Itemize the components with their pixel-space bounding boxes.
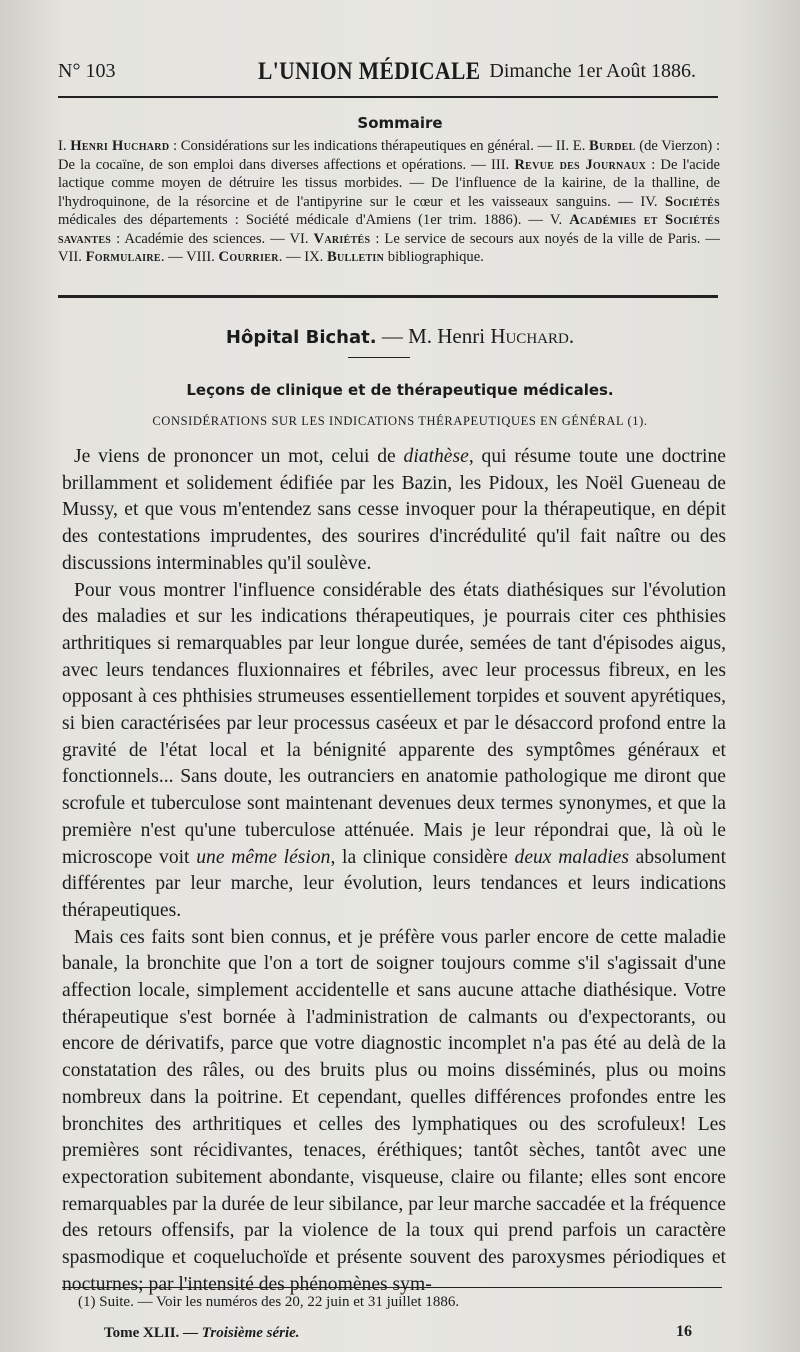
journal-title: L'UNION MÉDICALE: [258, 58, 481, 85]
sommaire-rule: [58, 295, 718, 298]
header-rule: [58, 96, 718, 98]
lecturer-name: Huchard.: [490, 324, 575, 348]
toc-text: : Le service de secours aux noyés de la ville de Paris. —: [370, 230, 720, 247]
paragraph: [62, 578, 726, 925]
text-run: , la clinique considère: [330, 846, 515, 868]
toc-section: Académies et Sociétés savantes: [58, 212, 721, 247]
toc-num: IX.: [304, 249, 324, 265]
toc-section: Bulletin: [326, 249, 385, 265]
toc-num: III.: [491, 156, 510, 173]
toc-num: VI.: [289, 230, 309, 247]
volume-label: Tome XLII. —: [104, 1325, 202, 1341]
toc-num: V.: [549, 212, 563, 228]
paragraph: [62, 444, 726, 578]
toc-num: VII.: [58, 249, 82, 265]
series-label: Troisième série.: [201, 1325, 300, 1341]
toc-section: Sociétés: [665, 193, 720, 210]
toc-text: : Considérations sur les indications thérapeutiques en général. — II. E.: [169, 138, 590, 154]
text-run: Pour vous montrer l'influence considérable des états diathésiques sur l'évolution des maladies et sur les indications thérapeutiques, je pourrais citer ces phthisies arthritiques si remarquables par leur longue durée, semées de tant d'épisodes aigus, avec leurs tendances fluxionnaires et fébriles, avec leur processus fibreux, en les opposant à ces phthisies strumeuses essentiellement torpides et souvent apyrétiques, si bien caractérisées par leur processus caséeux et par le désaccord profond entre la gravité de l'état local et la bénignité apparente des symptômes généraux et fonctionnels... Sans doute, les outranciers en anatomie pathologique me diront que scrofule et tuberculose sont maintenant devenues deux termes synonymes, et que la première n'est qu'une tuberculose atténuée. Mais je leur répondrai que, là où le microscope voit: [62, 579, 726, 868]
toc-text: (de Vierzon) : De la cocaïne, de son emploi dans diverses affections et opérations. —: [58, 138, 721, 173]
text-run: absolument différentes par leur marche, leur évolution, leurs tendances et leurs indications thérapeutiques.: [62, 846, 727, 921]
italic-term: diathèse: [403, 446, 469, 467]
text-run: , qui résume toute une doctrine brillamment et solidement édifiée par les Bazin, les Pidoux, les Noël Gueneau de Mussy, et que vous m'entendez sans cesse invoquer pour la thérapeutique, en dépit des contestations imprudentes, des sourires d'incrédulité qu'il fait naître ou des discussions interminables qu'il soulève.: [62, 446, 726, 574]
toc-num: VIII.: [186, 249, 215, 265]
sommaire-heading: Sommaire: [357, 114, 443, 132]
lecture-subtitle: CONSIDÉRATIONS SUR LES INDICATIONS THÉRAPEUTIQUES EN GÉNÉRAL (1).: [152, 414, 648, 428]
toc-author: Henri Huchard: [70, 138, 170, 154]
sommaire-contents: [58, 137, 720, 267]
toc-text: . —: [160, 249, 187, 265]
issue-date: Dimanche 1er Août 1886.: [489, 60, 696, 82]
italic-term: une même lésion: [196, 846, 331, 868]
signature-number: 16: [676, 1323, 692, 1340]
toc-text: . —: [278, 249, 305, 265]
text-run: Je viens de prononcer un mot, celui de: [74, 446, 404, 467]
volume-line: [104, 1325, 300, 1342]
toc-num: IV.: [640, 193, 658, 210]
toc-section: Revue des Journaux: [514, 156, 647, 173]
footnote: (1) Suite. — Voir les numéros des 20, 22 juin et 31 juillet 1886.: [78, 1294, 460, 1310]
toc-author: Burdel: [589, 138, 636, 154]
toc-text: : De l'acide lactique comme moyen de détruire les tissus morbides. — De l'influence de la kairine, de la thalline, de l'hydroquinone, de la résorcine et de l'antipyrine sur le cœur et les vaisseaux sanguins. —: [58, 156, 720, 210]
heading-dash: — M. Henri: [376, 324, 491, 348]
paragraph: Mais ces faits sont bien connus, et je préfère vous parler encore de cette maladie banale, la bronchite que l'on a tort de soigner toujours comme s'il s'agissait d'une affection locale, simplement accidentelle et sans aucune attache diathésique. Votre thérapeutique s'est bornée à l'administration de calmants ou d'expectorants, ou encore de dérivatifs, parce que votre diagnostic incomplet n'a pas été au delà de la constatation des râles, ou des bruits plus ou moins disséminés, plus ou moins nombreux dans la poitrine. Et cependant, quelles différences profondes entre les bronchites des arthritiques et celles des lymphatiques ou des scrofuleux! Les premières sont récidivantes, tenaces, éréthiques; tantôt sèches, tantôt avec une expectoration subitement abondante, visqueuse, claire ou filante; elles sont encore remarquables par la durée de leur sibilance, par leur marche saccadée et la fréquence des retours offensifs, par la violence de la toux qui prend parfois un caractère spasmodique et coqueluchoïde et présente souvent des paroxysmes périodiques et nocturnes; par l'intensité des phénomènes sym-: [62, 926, 726, 1295]
hospital-name: Hôpital Bichat.: [225, 327, 377, 348]
toc-text: médicales des départements : Société médicale d'Amiens (1er trim. 1886). —: [58, 212, 550, 228]
heading-rule: [348, 357, 410, 358]
toc-section: Courrier: [218, 249, 279, 265]
toc-text: : Académie des sciences. —: [111, 230, 290, 247]
footnote-rule: [62, 1287, 722, 1288]
lecture-heading: [0, 324, 800, 349]
lecture-series-title: Leçons de clinique et de thérapeutique médicales.: [186, 381, 614, 399]
toc-num: I.: [58, 138, 67, 154]
issue-number: N° 103: [58, 60, 116, 82]
article-body: [62, 444, 726, 1299]
toc-section: Formulaire: [85, 249, 161, 265]
italic-term: deux maladies: [514, 846, 629, 868]
toc-text: bibliographique.: [384, 249, 484, 265]
running-header: [58, 58, 722, 90]
toc-section: Variétés: [313, 230, 371, 247]
